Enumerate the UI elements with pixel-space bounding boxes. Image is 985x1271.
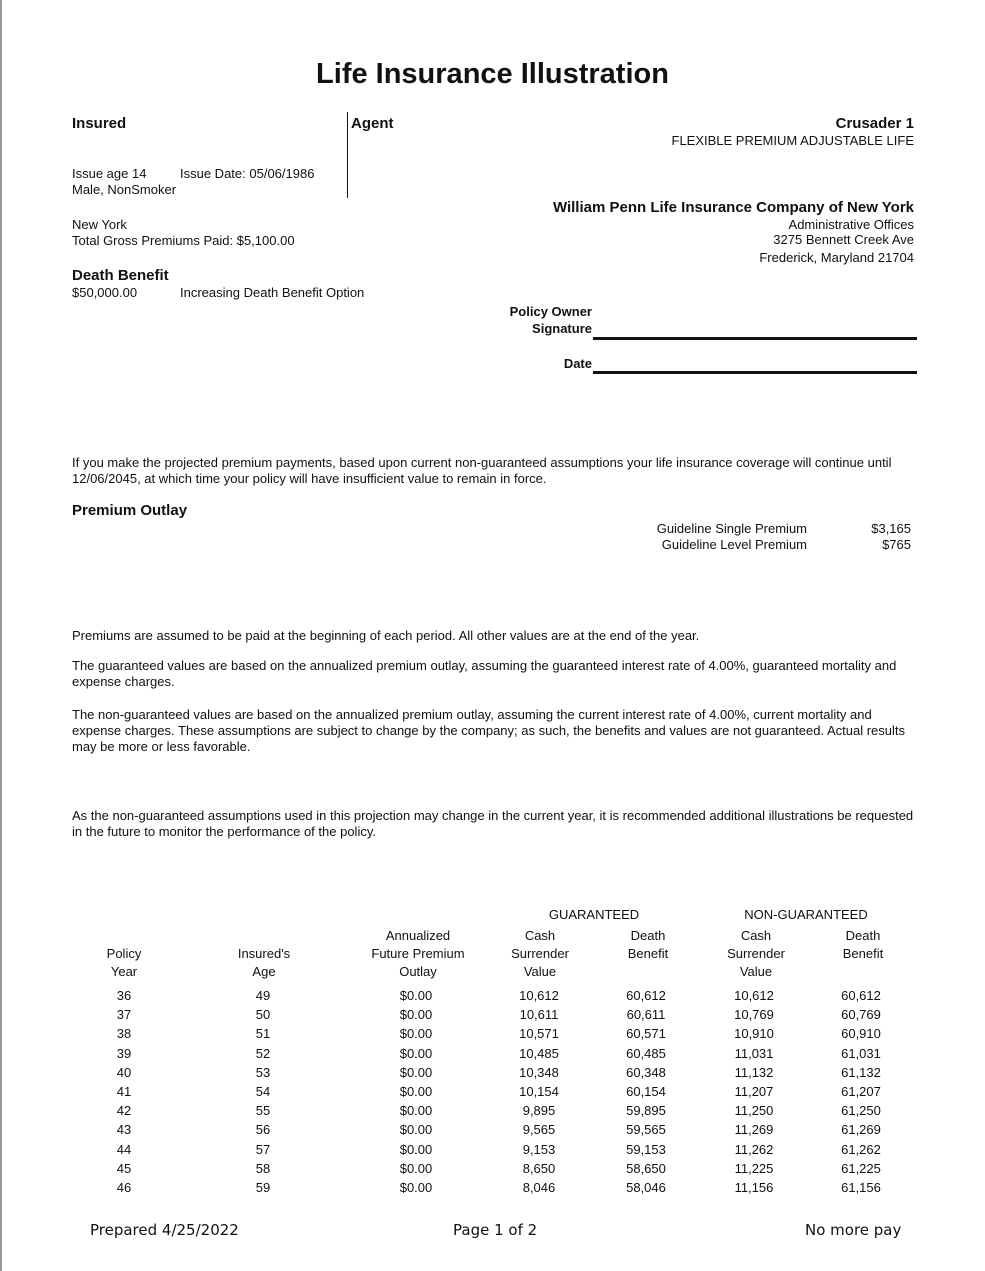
ng-cash-surrender-cell: 11,207 bbox=[734, 1084, 774, 1100]
table-row bbox=[72, 1140, 910, 1159]
insured-age-cell: 50 bbox=[255, 1007, 271, 1023]
premium-outlay-cell: $0.00 bbox=[399, 1103, 433, 1119]
ng-cash-surrender-cell: 11,269 bbox=[734, 1122, 774, 1138]
g-cash-surrender-cell: 10,154 bbox=[519, 1084, 559, 1100]
policy-year-cell: 38 bbox=[116, 1026, 132, 1042]
premium-outlay-cell: $0.00 bbox=[399, 1141, 433, 1157]
page-edge bbox=[0, 0, 2, 1271]
company-name: William Penn Life Insurance Company of New York bbox=[552, 199, 914, 216]
insured-age-cell: 54 bbox=[255, 1084, 271, 1100]
issue-date: Issue Date: 05/06/1986 bbox=[180, 166, 315, 181]
policy-year-cell: 37 bbox=[116, 1007, 132, 1023]
note-timing: Premiums are assumed to be paid at the beginning of each period. All other values are at the end of the year. bbox=[72, 628, 700, 643]
ng-cash-surrender-cell: 10,769 bbox=[734, 1007, 774, 1023]
table-row bbox=[72, 1101, 910, 1120]
g-death-benefit-cell: 60,485 bbox=[626, 1045, 666, 1061]
ng-death-benefit-cell: 61,031 bbox=[841, 1045, 881, 1061]
policy-year-cell: 44 bbox=[116, 1141, 132, 1157]
table-row bbox=[72, 1005, 910, 1024]
ng-cash-surrender-cell: 10,612 bbox=[734, 988, 774, 1004]
ng-cash-surrender-cell: 11,132 bbox=[734, 1064, 774, 1080]
insured-age-cell: 59 bbox=[255, 1179, 271, 1195]
ng-death-benefit-cell: 60,769 bbox=[841, 1007, 881, 1023]
ng-death-benefit-cell: 61,262 bbox=[841, 1141, 881, 1157]
header-premium-1: Annualized bbox=[385, 928, 451, 943]
header-g-death-2: Benefit bbox=[627, 946, 669, 961]
state: New York bbox=[72, 217, 127, 232]
death-benefit-amount: $50,000.00 bbox=[72, 285, 138, 300]
header-premium-3: Outlay bbox=[399, 964, 437, 979]
header-premium-2: Future Premium bbox=[371, 946, 465, 961]
policy-year-cell: 46 bbox=[116, 1179, 132, 1195]
insured-age-cell: 51 bbox=[255, 1026, 271, 1042]
insured-heading: Insured bbox=[72, 115, 127, 132]
g-death-benefit-cell: 58,046 bbox=[626, 1179, 666, 1195]
g-death-benefit-cell: 59,153 bbox=[626, 1141, 666, 1157]
header-g-cash-2: Surrender bbox=[511, 946, 569, 961]
guideline-level-value: $765 bbox=[882, 537, 911, 552]
policy-year-cell: 40 bbox=[116, 1064, 132, 1080]
g-cash-surrender-cell: 8,046 bbox=[522, 1179, 556, 1195]
premium-outlay-cell: $0.00 bbox=[399, 1045, 433, 1061]
product-type: FLEXIBLE PREMIUM ADJUSTABLE LIFE bbox=[671, 133, 914, 148]
total-premiums: Total Gross Premiums Paid: $5,100.00 bbox=[72, 233, 295, 248]
header-age-1: Insured's bbox=[237, 946, 291, 961]
guideline-single-label: Guideline Single Premium bbox=[656, 521, 807, 536]
death-benefit-heading: Death Benefit bbox=[72, 267, 169, 284]
signature-label: Signature bbox=[532, 321, 592, 336]
g-death-benefit-cell: 60,611 bbox=[626, 1007, 666, 1023]
ng-death-benefit-cell: 60,910 bbox=[841, 1026, 881, 1042]
ng-death-benefit-cell: 61,225 bbox=[841, 1160, 881, 1176]
policy-year-cell: 45 bbox=[116, 1160, 132, 1176]
death-benefit-option: Increasing Death Benefit Option bbox=[180, 285, 365, 300]
g-death-benefit-cell: 60,154 bbox=[626, 1084, 666, 1100]
table-row bbox=[72, 1082, 910, 1101]
premium-outlay-cell: $0.00 bbox=[399, 1179, 433, 1195]
header-policy-year-2: Year bbox=[110, 964, 138, 979]
company-office: Administrative Offices bbox=[788, 217, 914, 232]
header-g-death-1: Death bbox=[630, 928, 666, 943]
premium-outlay-cell: $0.00 bbox=[399, 1064, 433, 1080]
guideline-level-label: Guideline Level Premium bbox=[661, 537, 807, 552]
ng-death-benefit-cell: 61,207 bbox=[841, 1084, 881, 1100]
premium-outlay-cell: $0.00 bbox=[399, 988, 433, 1004]
company-city: Frederick, Maryland 21704 bbox=[759, 250, 914, 265]
agent-heading: Agent bbox=[351, 115, 394, 132]
premium-outlay-cell: $0.00 bbox=[399, 1160, 433, 1176]
header-policy-year-1: Policy bbox=[106, 946, 142, 961]
date-line[interactable] bbox=[593, 371, 917, 374]
note-guaranteed: The guaranteed values are based on the annualized premium outlay, assuming the guaranteed interest rate of 4.00%, guaranteed mortality and expense charges. bbox=[72, 658, 897, 689]
header-ng-cash-2: Surrender bbox=[727, 946, 785, 961]
signature-line[interactable] bbox=[593, 337, 917, 340]
g-death-benefit-cell: 58,650 bbox=[626, 1160, 666, 1176]
note-non-guaranteed: The non-guaranteed values are based on the annualized premium outlay, assuming the current interest rate of 4.00%, current mortality and expense charges. These assumptions are subject to change by the company; as such, the benefits and values are not guaranteed. Actual results may be more or less favorable. bbox=[72, 707, 905, 754]
ng-cash-surrender-cell: 11,250 bbox=[734, 1103, 774, 1119]
footer-prepared: Prepared 4/25/2022 bbox=[90, 1221, 239, 1239]
table-row bbox=[72, 1159, 910, 1178]
header-ng-death-1: Death bbox=[845, 928, 881, 943]
ng-death-benefit-cell: 61,269 bbox=[841, 1122, 881, 1138]
g-death-benefit-cell: 60,348 bbox=[626, 1064, 666, 1080]
premium-outlay-cell: $0.00 bbox=[399, 1007, 433, 1023]
company-street: 3275 Bennett Creek Ave bbox=[773, 232, 914, 247]
policy-year-cell: 39 bbox=[116, 1045, 132, 1061]
issue-age: Issue age 14 bbox=[72, 166, 147, 181]
insured-age-cell: 57 bbox=[255, 1141, 271, 1157]
ng-cash-surrender-cell: 10,910 bbox=[734, 1026, 774, 1042]
table-row bbox=[72, 1120, 910, 1139]
g-death-benefit-cell: 59,565 bbox=[626, 1122, 666, 1138]
policy-year-cell: 42 bbox=[116, 1103, 132, 1119]
insured-age-cell: 58 bbox=[255, 1160, 271, 1176]
policy-year-cell: 36 bbox=[116, 988, 132, 1004]
g-cash-surrender-cell: 9,895 bbox=[522, 1103, 556, 1119]
g-cash-surrender-cell: 9,565 bbox=[522, 1122, 556, 1138]
insured-age-cell: 56 bbox=[255, 1122, 271, 1138]
g-cash-surrender-cell: 9,153 bbox=[522, 1141, 556, 1157]
premium-outlay-cell: $0.00 bbox=[399, 1026, 433, 1042]
product-name: Crusader 1 bbox=[835, 115, 914, 132]
coverage-note: If you make the projected premium payments, based upon current non-guaranteed assumptions your life insurance coverage will continue until 12/06/2045, at which time your policy will have insufficient value to remain in force. bbox=[72, 455, 892, 486]
header-g-cash-3: Value bbox=[523, 964, 557, 979]
table-body bbox=[72, 986, 910, 1197]
premium-outlay-cell: $0.00 bbox=[399, 1084, 433, 1100]
header-ng-death-2: Benefit bbox=[842, 946, 884, 961]
table-row bbox=[72, 1024, 910, 1043]
header-ng-cash-1: Cash bbox=[740, 928, 772, 943]
policy-owner-label: Policy Owner bbox=[509, 304, 592, 319]
table-row bbox=[72, 1178, 910, 1197]
g-death-benefit-cell: 59,895 bbox=[626, 1103, 666, 1119]
g-cash-surrender-cell: 10,348 bbox=[519, 1064, 559, 1080]
agent-divider bbox=[347, 112, 348, 198]
group-non-guaranteed: NON-GUARANTEED bbox=[744, 907, 868, 922]
note-recommendation: As the non-guaranteed assumptions used in this projection may change in the current year, it is recommended additional illustrations be requested in the future to monitor the performance of the policy. bbox=[72, 808, 914, 839]
ng-cash-surrender-cell: 11,225 bbox=[734, 1160, 774, 1176]
g-death-benefit-cell: 60,612 bbox=[626, 988, 666, 1004]
g-cash-surrender-cell: 10,485 bbox=[519, 1045, 559, 1061]
table-row bbox=[72, 986, 910, 1005]
header-age-2: Age bbox=[252, 964, 276, 979]
insured-age-cell: 52 bbox=[255, 1045, 271, 1061]
footer-status: No more pay bbox=[805, 1221, 902, 1239]
ng-cash-surrender-cell: 11,031 bbox=[734, 1045, 774, 1061]
ng-death-benefit-cell: 61,156 bbox=[841, 1179, 881, 1195]
policy-year-cell: 43 bbox=[116, 1122, 132, 1138]
premium-outlay-heading: Premium Outlay bbox=[72, 502, 188, 519]
ng-death-benefit-cell: 61,132 bbox=[841, 1064, 881, 1080]
g-cash-surrender-cell: 10,571 bbox=[519, 1026, 559, 1042]
illustration-table bbox=[72, 986, 910, 1197]
g-cash-surrender-cell: 10,612 bbox=[519, 988, 559, 1004]
ng-cash-surrender-cell: 11,156 bbox=[734, 1179, 774, 1195]
table-row bbox=[72, 1044, 910, 1063]
g-cash-surrender-cell: 10,611 bbox=[519, 1007, 559, 1023]
header-g-cash-1: Cash bbox=[524, 928, 556, 943]
g-cash-surrender-cell: 8,650 bbox=[522, 1160, 556, 1176]
guideline-single-value: $3,165 bbox=[871, 521, 911, 536]
group-guaranteed: GUARANTEED bbox=[548, 907, 640, 922]
footer-page: Page 1 of 2 bbox=[453, 1221, 538, 1239]
table-row bbox=[72, 1063, 910, 1082]
page-title: Life Insurance Illustration bbox=[316, 58, 669, 90]
ng-death-benefit-cell: 61,250 bbox=[841, 1103, 881, 1119]
insured-age-cell: 53 bbox=[255, 1064, 271, 1080]
insured-age-cell: 55 bbox=[255, 1103, 271, 1119]
g-death-benefit-cell: 60,571 bbox=[626, 1026, 666, 1042]
premium-outlay-cell: $0.00 bbox=[399, 1122, 433, 1138]
insured-age-cell: 49 bbox=[255, 988, 271, 1004]
header-ng-cash-3: Value bbox=[739, 964, 773, 979]
sex-class: Male, NonSmoker bbox=[72, 182, 177, 197]
policy-year-cell: 41 bbox=[116, 1084, 132, 1100]
ng-death-benefit-cell: 60,612 bbox=[841, 988, 881, 1004]
ng-cash-surrender-cell: 11,262 bbox=[734, 1141, 774, 1157]
date-label: Date bbox=[563, 356, 592, 371]
